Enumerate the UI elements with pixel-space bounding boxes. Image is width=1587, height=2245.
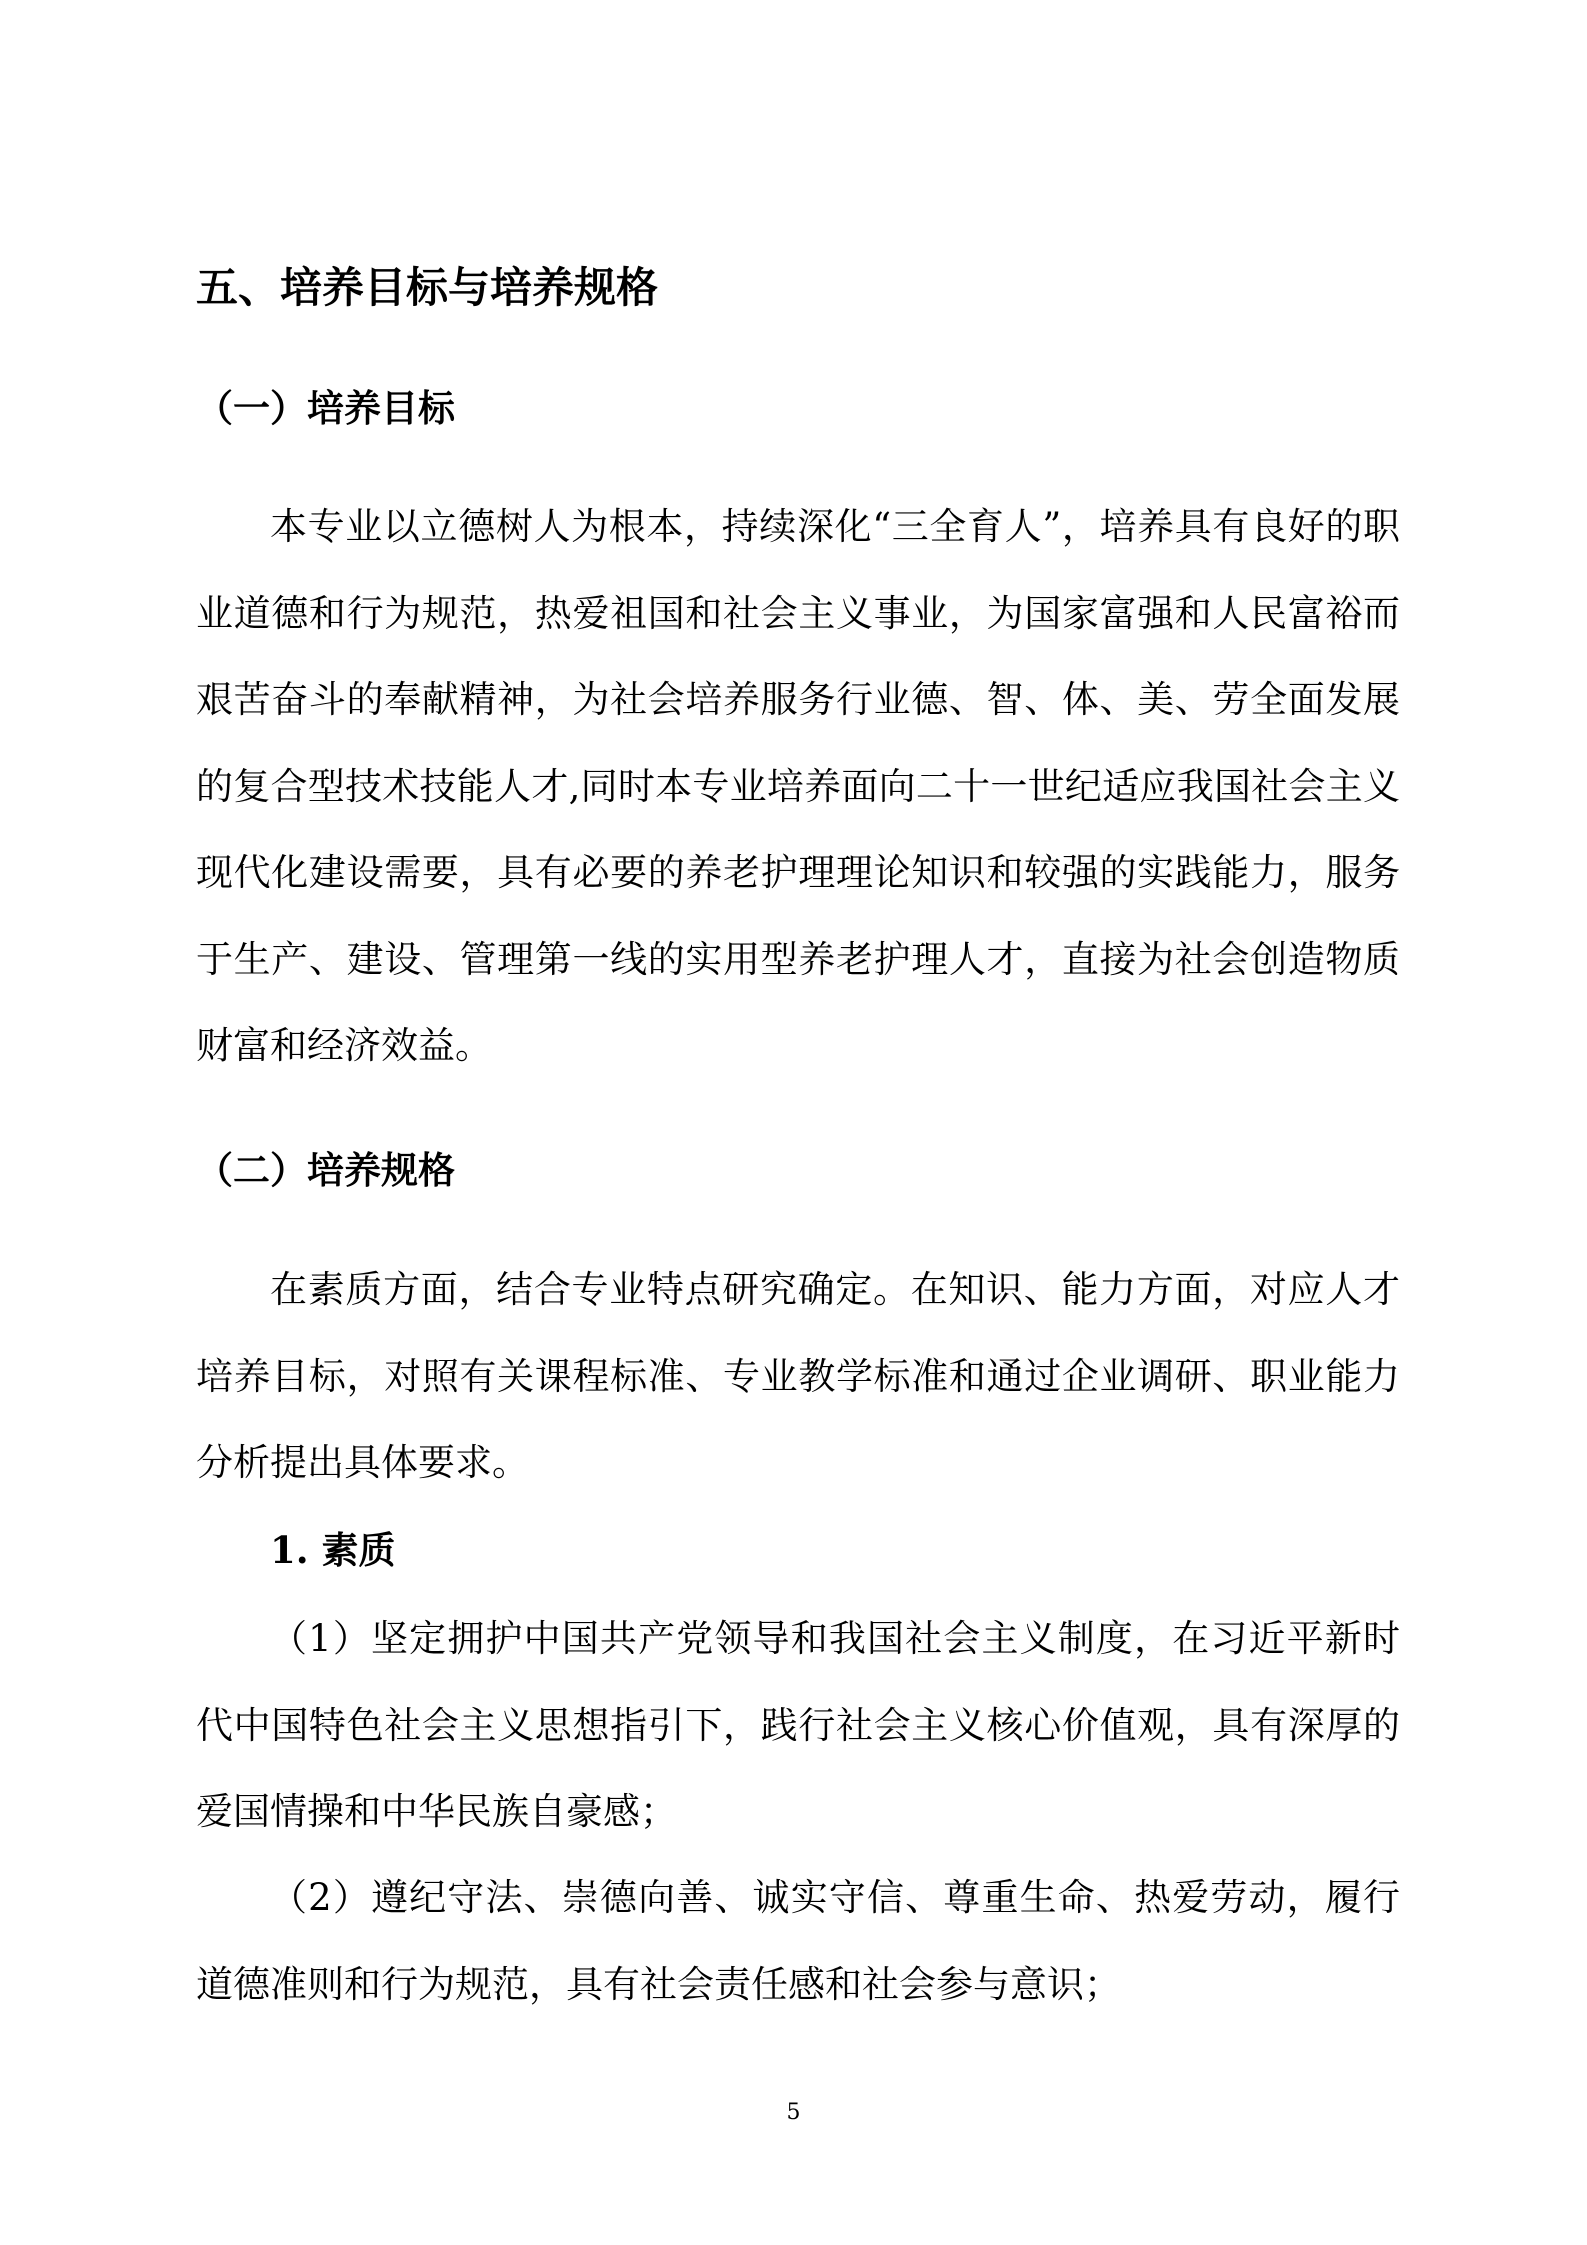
quality-item-2: （2）遵纪守法、崇德向善、诚实守信、尊重生命、热爱劳动，履行道德准则和行为规范，具有社会责任感和社会参与意识； <box>196 1876 1400 2006</box>
page-number: 5 <box>786 2100 801 2125</box>
section-title: 五、培养目标与培养规格 <box>196 263 659 312</box>
quality-item-1: （1）坚定拥护中国共产党领导和我国社会主义制度，在习近平新时代中国特色社会主义思想指引下，践行社会主义核心价值观，具有深厚的爱国情操和中华民族自豪感； <box>196 1617 1400 1833</box>
specifications-heading: （二）培养规格 <box>196 1148 455 1192</box>
quality-title: 1. 素质 <box>270 1528 396 1572</box>
objectives-heading: （一）培养目标 <box>196 386 455 430</box>
specifications-paragraph: 在素质方面，结合专业特点研究确定。在知识、能力方面，对应人才培养目标，对照有关课程标准、专业教学标准和通过企业调研、职业能力分析提出具体要求。 <box>196 1268 1400 1484</box>
objectives-paragraph: 本专业以立德树人为根本，持续深化“三全育人”，培养具有良好的职业道德和行为规范，热爱祖国和社会主义事业，为国家富强和人民富裕而艰苦奋斗的奉献精神，为社会培养服务行业德、智、体、美、劳全面发展的复合型技术技能人才,同时本专业培养面向二十一世纪适应我国社会主义现代化建设需要，具有必要的养老护理理论知识和较强的实践能力，服务于生产、建设、管理第一线的实用型养老护理人才，直接为社会创造物质财富和经济效益。 <box>196 505 1400 1067</box>
